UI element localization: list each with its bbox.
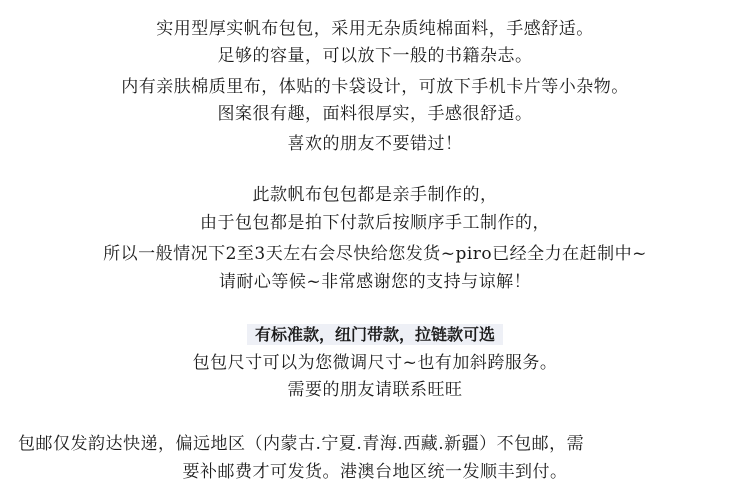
intro-line-2: 足够的容量，可以放下一般的书籍杂志。 — [217, 46, 533, 66]
handmade-line-4: 请耐心等候~非常感谢您的支持与谅解！ — [218, 272, 532, 292]
handmade-line-3: 所以一般情况下2至3天左右会尽快给您发货~piro已经全力在赶制中~ — [103, 244, 647, 264]
intro-line-3: 内有亲肤棉质里布，体贴的卡袋设计，可放下手机卡片等小杂物。 — [121, 77, 629, 97]
options-line-1: 包包尺寸可以为您微调尺寸~也有加斜跨服务。 — [192, 353, 558, 373]
shipping-line-2: 要补邮费才可发货。港澳台地区统一发顺丰到付。 — [182, 462, 568, 482]
options-line-2: 需要的朋友请联系旺旺 — [287, 380, 463, 400]
intro-line-5: 喜欢的朋友不要错过！ — [287, 134, 463, 154]
handmade-line-2: 由于包包都是拍下付款后按顺序手工制作的， — [200, 213, 550, 233]
shipping-line-1: 包邮仅发韵达快递，偏远地区（内蒙古.宁夏.青海.西藏.新疆）不包邮，需 — [18, 434, 585, 454]
options-heading-text: 有标准款，纽门带款，拉链款可选 — [247, 324, 503, 345]
intro-line-4: 图案很有趣，面料很厚实，手感很舒适。 — [217, 104, 533, 124]
intro-line-1: 实用型厚实帆布包包，采用无杂质纯棉面料，手感舒适。 — [156, 19, 594, 39]
handmade-line-1: 此款帆布包包都是亲手制作的， — [252, 185, 498, 205]
options-heading — [0, 324, 750, 346]
